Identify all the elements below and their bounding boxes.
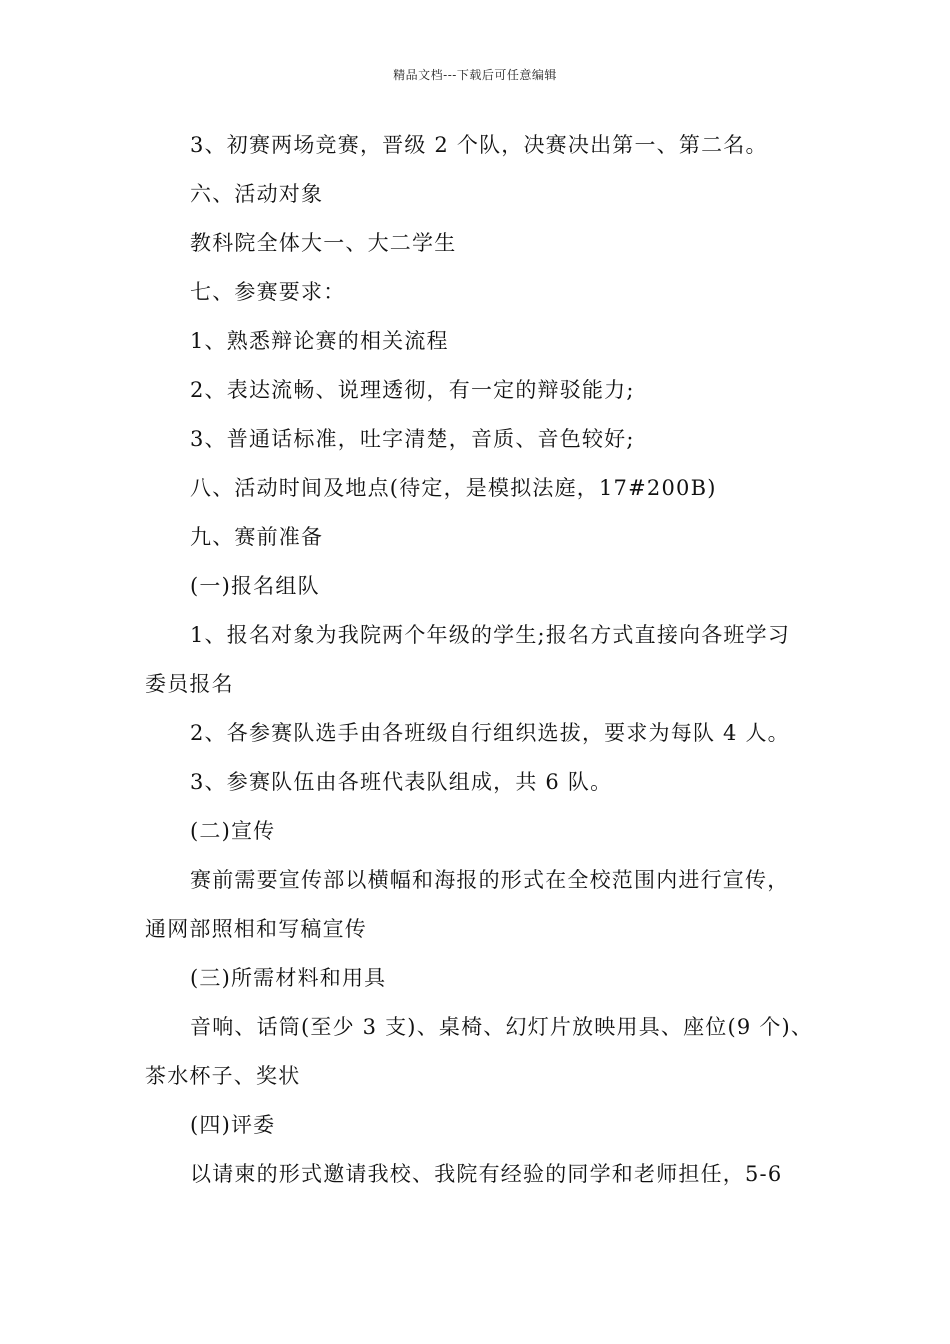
paragraph-line: 教科院全体大一、大二学生 bbox=[190, 231, 457, 255]
paragraph-line: 1、报名对象为我院两个年级的学生;报名方式直接向各班学习 bbox=[190, 623, 791, 647]
section-heading: 六、活动对象 bbox=[190, 182, 324, 206]
paragraph-line: 以请柬的形式邀请我校、我院有经验的同学和老师担任，5-6 bbox=[190, 1162, 783, 1186]
subsection-heading: (一)报名组队 bbox=[190, 574, 320, 598]
paragraph-line: 3、参赛队伍由各班代表队组成，共 6 队。 bbox=[190, 770, 613, 794]
subsection-heading: (四)评委 bbox=[190, 1113, 276, 1137]
paragraph-line: 2、各参赛队选手由各班级自行组织选拔，要求为每队 4 人。 bbox=[190, 721, 790, 745]
paragraph-line-continuation: 通网部照相和写稿宣传 bbox=[145, 917, 367, 941]
header-watermark: 精品文档---下载后可任意编辑 bbox=[393, 68, 557, 82]
paragraph-line: 3、初赛两场竞赛，晋级 2 个队，决赛决出第一、第二名。 bbox=[190, 133, 768, 157]
paragraph-line: 1、熟悉辩论赛的相关流程 bbox=[190, 329, 449, 353]
section-heading: 八、活动时间及地点(待定，是模拟法庭，17#200B) bbox=[190, 476, 717, 500]
paragraph-line: 2、表达流畅、说理透彻，有一定的辩驳能力; bbox=[190, 378, 635, 402]
paragraph-line: 赛前需要宣传部以横幅和海报的形式在全校范围内进行宣传， bbox=[190, 868, 790, 892]
subsection-heading: (三)所需材料和用具 bbox=[190, 966, 387, 990]
paragraph-line-continuation: 委员报名 bbox=[145, 672, 234, 696]
paragraph-line-continuation: 茶水杯子、奖状 bbox=[145, 1064, 301, 1088]
section-heading: 九、赛前准备 bbox=[190, 525, 324, 549]
document-body bbox=[145, 133, 814, 1211]
paragraph-line: 3、普通话标准，吐字清楚，音质、音色较好; bbox=[190, 427, 635, 451]
subsection-heading: (二)宣传 bbox=[190, 819, 276, 843]
section-heading: 七、参赛要求： bbox=[190, 280, 346, 304]
paragraph-line: 音响、话筒(至少 3 支)、桌椅、幻灯片放映用具、座位(9 个)、 bbox=[190, 1015, 814, 1039]
